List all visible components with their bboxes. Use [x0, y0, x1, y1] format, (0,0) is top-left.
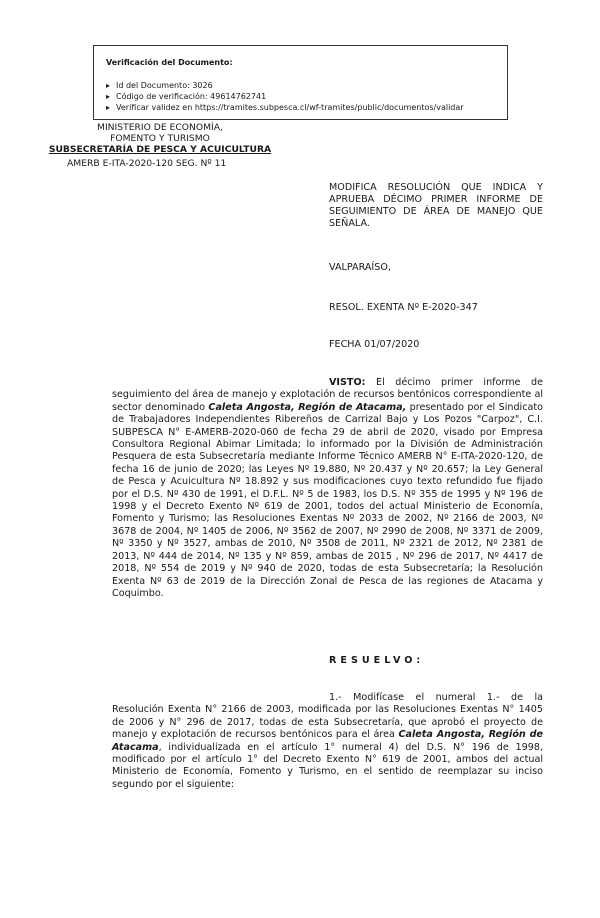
- bullet-icon: ▸: [106, 103, 111, 112]
- city: VALPARAÍSO,: [329, 262, 391, 273]
- verification-item-url: ▸ Verificar validez en https://tramites.subpesca.cl/wf-tramites/public/documentos/validar: [106, 103, 464, 112]
- ministry-name: MINISTERIO DE ECONOMÍA,: [97, 122, 223, 133]
- resolution-date: FECHA 01/07/2020: [329, 339, 420, 350]
- area-name: Caleta Angosta, Región de Atacama: [112, 729, 544, 753]
- bullet-icon: ▸: [106, 81, 111, 90]
- visto-label: VISTO:: [329, 377, 366, 388]
- verification-item-id: ▸ Id del Documento: 3026: [106, 81, 213, 90]
- resuelvo-heading: RESUELVO:: [329, 655, 425, 666]
- area-name: Caleta Angosta, Región de Atacama,: [208, 401, 407, 413]
- bullet-icon: ▸: [106, 92, 111, 101]
- verification-box: [93, 45, 508, 120]
- article-1-paragraph: 1.- Modifícase el numeral 1.- de la Resolución Exenta N° 2166 de 2003, modificada por las Resoluciones Exentas N° 1405 de 2006 y N° 296 de 2017, todas de esta Subsecretaría, que aprobó el proyecto de manejo y explotación de recursos bentónicos para el área Caleta Angosta, Región de Atacama, individualizada en el artículo 1° numeral 4) del D.S. N° 196 de 1998, modificado por el artículo 1° del Decreto Exento N° 619 de 2001, ambos del actual Ministerio de Economía, Fomento y Turismo, en el sentido de reemplazar su inciso segundo por el siguiente:: [112, 692, 544, 790]
- verification-item-code: ▸ Código de verificación: 49614762741: [106, 92, 267, 101]
- ministry-name-line2: FOMENTO Y TURISMO: [110, 133, 210, 144]
- resolution-subject: MODIFICA RESOLUCIÓN QUE INDICA Y APRUEBA DÉCIMO PRIMER INFORME DE SEGUIMIENTO DE ÁREA DE MANEJO QUE SEÑALA.: [329, 182, 543, 229]
- document-reference: AMERB E-ITA-2020-120 SEG. Nº 11: [67, 158, 227, 169]
- visto-paragraph: VISTO: El décimo primer informe de seguimiento del área de manejo y explotación de recursos bentónicos correspondiente al sector denominado Caleta Angosta, Región de Atacama, presentado por el Sindicato de Trabajadores Independientes Ribereños de Carrizal Bajo y Los Pozos "Carpoz", C.I. SUBPESCA N° E-AMERB-2020-060 de fecha 29 de abril de 2020, visado por Empresa Consultora Regional Abimar Limitada; lo informado por la División de Administración Pesquera de esta Subsecretaría mediante Informe Técnico AMERB N° E-ITA-2020-120, de fecha 16 de junio de 2020; las Leyes Nº 19.880, Nº 20.437 y Nº 20.657; la Ley General de Pesca y Acuicultura Nº 18.892 y sus modificaciones cuyo texto refundido fue fijado por el D.S. Nº 430 de 1991, el D.F.L. Nº 5 de 1983, los D.S. Nº 355 de 1995 y Nº 196 de 1998 y el Decreto Exento Nº 619 de 2001, todos del actual Ministerio de Economía, Fomento y Turismo; las Resoluciones Exentas Nº 2033 de 2002, Nº 2166 de 2003, Nº 3678 de 2004, Nº 1405 de 2006, Nº 3562 de 2007, Nº 2990 de 2008, Nº 3371 de 2009, Nº 3350 y Nº 3527, ambas de 2010, Nº 3508 de 2011, Nº 2321 de 2012, Nº 2381 de 2013, Nº 444 de 2014, Nº 135 y Nº 859, ambas de 2015 , Nº 296 de 2017, Nº 4417 de 2018, Nº 554 de 2019 y Nº 940 de 2020, todas de esta Subsecretaría; la Resolución Exenta Nº 63 de 2019 de la Dirección Zonal de Pesca de las regiones de Atacama y Coquimbo.: [112, 377, 543, 599]
- resolution-number: RESOL. EXENTA Nº E-2020-347: [329, 302, 478, 313]
- verification-list: [106, 80, 507, 113]
- subsecretaria-name: SUBSECRETARÍA DE PESCA Y ACUICULTURA: [48, 144, 272, 155]
- ministry-header: [37, 122, 283, 155]
- verification-title: Verificación del Documento:: [106, 58, 233, 67]
